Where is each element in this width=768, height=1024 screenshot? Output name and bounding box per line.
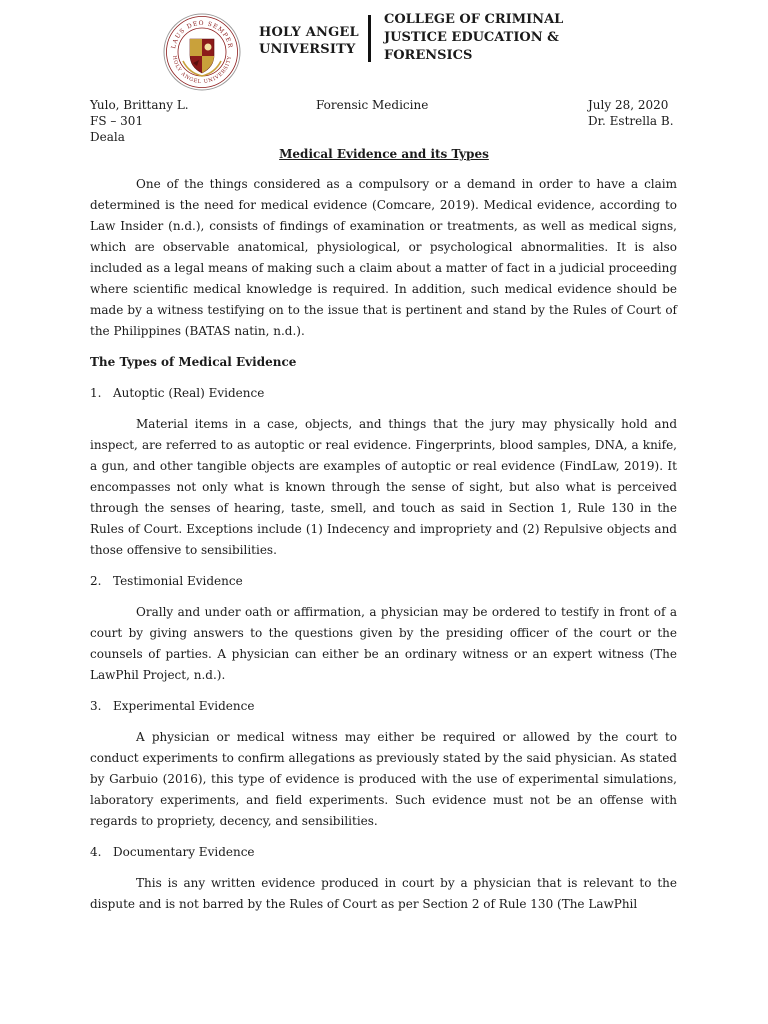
type-heading: [90, 842, 677, 863]
types-heading: The Types of Medical Evidence: [90, 355, 297, 369]
type-number: 2.: [90, 574, 102, 588]
type-paragraph: Orally and under oath or affirmation, a physician may be ordered to testify in front of a court by giving answers to the questions given by the presiding officer of the court or the counsels of parties. A physician can either be an ordinary witness or an expert witness (The LawPhil Project, n.d.).: [90, 605, 677, 682]
document-body: [90, 174, 677, 915]
type-number: 1.: [90, 386, 102, 400]
type-paragraph: Material items in a case, objects, and things that the jury may physically hold and inspect, are referred to as autoptic or real evidence. Fingerprints, blood samples, DNA, a knife, a gun, and other tangible objects are examples of autoptic or real evidence (FindLaw, 2019). It encompasses not only what is known through the sense of sight, but also what is perceived through the senses of hearing, taste, smell, and touch as said in Section 1, Rule 130 in the Rules of Court. Exceptions include (1) Indecency and impropriety and (2) Repulsive objects and those offensive to sensibilities.: [90, 417, 677, 557]
type-name: Autoptic (Real) Evidence: [113, 386, 265, 400]
type-number: 4.: [90, 845, 102, 859]
intro-paragraph: One of the things considered as a compulsory or a demand in order to have a claim determined is the need for medical evidence (Comcare, 2019). Medical evidence, according to Law Insider (n.d.), consists of findings of examination or treatments, as well as medical signs, which are observable anatomical, physiological, or psychological abnormalities. It is also included as a legal means of making such a claim about a matter of fact in a judicial proceeding where scientific medical knowledge is required. In addition, such medical evidence should be made by a witness testifying on to the issue that is pertinent and stand by the Rules of Court of the Philippines (BATAS natin, n.d.).: [90, 177, 677, 338]
college-name: COLLEGE OF CRIMINAL JUSTICE EDUCATION & FORENSICS: [384, 12, 564, 63]
document-title: Medical Evidence and its Types: [279, 147, 489, 161]
type-heading: [90, 571, 677, 592]
type-number: 3.: [90, 699, 102, 713]
type-heading: [90, 696, 677, 717]
type-name: Documentary Evidence: [113, 845, 255, 859]
type-name: Experimental Evidence: [113, 699, 255, 713]
date-and-professor: July 28, 2020 Dr. Estrella B.: [588, 98, 674, 128]
type-paragraph: This is any written evidence produced in court by a physician that is relevant to the dispute and is not barred by the Rules of Court as per Section 2 of Rule 130 (The LawPhil: [90, 876, 677, 911]
university-seal-logo: [163, 13, 241, 91]
university-name: HOLY ANGEL UNIVERSITY: [259, 25, 359, 57]
seal-text-top: LAUS DEO SEMPER: [170, 19, 234, 50]
student-info: Yulo, Brittany L. FS – 301 Deala: [90, 98, 189, 144]
type-paragraph: A physician or medical witness may either be required or allowed by the court to conduct experiments to confirm allegations as previously stated by the said physician. As stated by Garbuio (2016), this type of evidence is produced with the use of experimental simulations, laboratory experiments, and field experiments. Such evidence must not be an offense with regards to propriety, decency, and sensibilities.: [90, 730, 677, 828]
seal-text-bottom: HOLY ANGEL UNIVERSITY: [170, 55, 234, 86]
subject-name: Forensic Medicine: [316, 98, 429, 112]
type-heading: [90, 383, 677, 404]
type-name: Testimonial Evidence: [113, 574, 243, 588]
header-divider: [368, 15, 371, 62]
